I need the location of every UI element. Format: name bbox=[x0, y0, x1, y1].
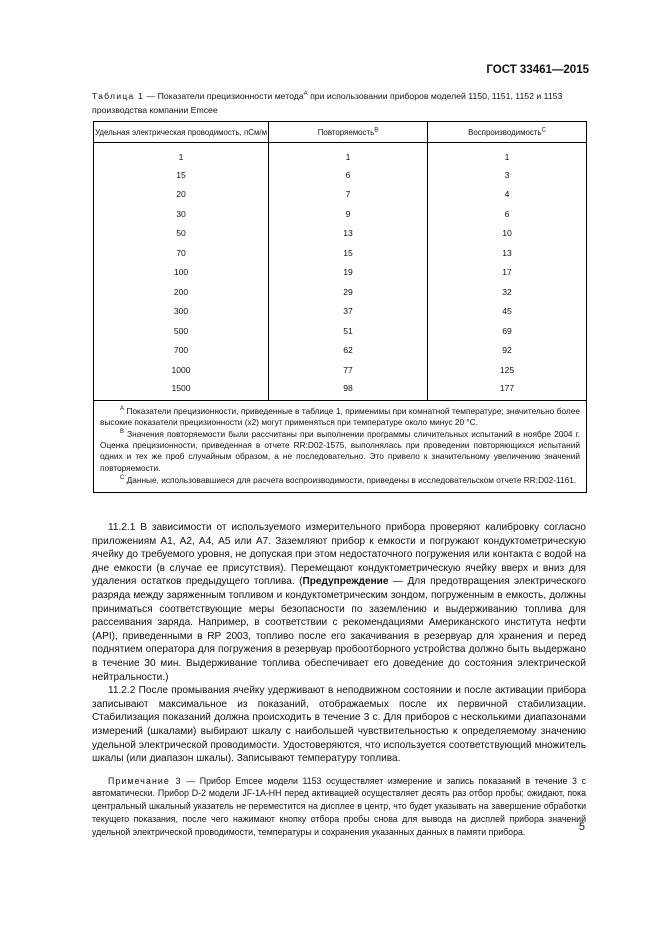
table-row bbox=[94, 321, 587, 341]
table-row bbox=[94, 263, 587, 283]
footnote-b: $^B$ Значения повторяемости были рассчитаны при выполнении программы сличительных испытаний в ноябре 2004 г. Оценка прецизионности, приведенная в отчете RR:D02-1575, выполнялась при проведении повторяющихся испытаний одних и тех же проб случайным образом, а не последовательно. Это привело к значительному увеличению значений повторяемости. bbox=[100, 428, 580, 473]
cell-repeatability: 29 bbox=[269, 282, 428, 302]
cell-conductivity: 100 bbox=[94, 263, 269, 283]
table-row bbox=[94, 204, 587, 224]
cell-conductivity: 200 bbox=[94, 282, 269, 302]
cell-reproducibility: 10 bbox=[428, 224, 587, 244]
table-caption-title: — Показатели прецизионности метода bbox=[144, 91, 304, 101]
cell-conductivity: 20 bbox=[94, 185, 269, 205]
cell-reproducibility: 13 bbox=[428, 243, 587, 263]
precision-table bbox=[93, 121, 587, 493]
cell-repeatability: 62 bbox=[269, 341, 428, 361]
table-footnotes-row bbox=[94, 400, 587, 492]
footnote-a: $^A$ Показатели прецизионности, приведенные в таблице 1, применимы при комнатной температуре; значительно более высокие показатели прецизионности (x2) могут применяться при температуре около минус 20 °C. bbox=[100, 405, 580, 427]
cell-conductivity: 500 bbox=[94, 321, 269, 341]
cell-repeatability: 51 bbox=[269, 321, 428, 341]
cell-repeatability: 13 bbox=[269, 224, 428, 244]
table-caption-tail: при использовании приборов моделей 1150, 1151, 1152 и 1153 производства компании Emcee bbox=[92, 91, 563, 115]
cell-conductivity: 300 bbox=[94, 302, 269, 322]
page-number: 5 bbox=[578, 821, 585, 833]
cell-repeatability: 7 bbox=[269, 185, 428, 205]
cell-reproducibility: 125 bbox=[428, 360, 587, 380]
table-footnotes bbox=[94, 400, 587, 492]
body-text bbox=[92, 521, 586, 838]
cell-reproducibility: 45 bbox=[428, 302, 587, 322]
table-row bbox=[94, 302, 587, 322]
table-body bbox=[94, 143, 587, 401]
cell-conductivity: 50 bbox=[94, 224, 269, 244]
footnote-c: $^C$ Данные, использовавшиеся для расчета воспроизводимости, приведены в исследовательском отчете RR:D02-1161. bbox=[120, 474, 577, 485]
cell-reproducibility: 1 bbox=[428, 143, 587, 166]
table-row bbox=[94, 243, 587, 263]
table-caption bbox=[92, 90, 586, 117]
cell-repeatability: 37 bbox=[269, 302, 428, 322]
table-row bbox=[94, 185, 587, 205]
cell-reproducibility: 17 bbox=[428, 263, 587, 283]
column-header-conductivity: Удельная электрическая проводимость, пСм/м bbox=[94, 122, 269, 143]
cell-reproducibility: 3 bbox=[428, 165, 587, 185]
warning-label: Предупреждение bbox=[302, 576, 389, 588]
column-header-reproducibility: Воспроизводимость$^C$ bbox=[428, 122, 587, 143]
cell-reproducibility: 4 bbox=[428, 185, 587, 205]
table-row bbox=[94, 165, 587, 185]
table-row bbox=[94, 224, 587, 244]
table-row bbox=[94, 282, 587, 302]
paragraph-11-2-1: 11.2.1 В зависимости от используемого измерительного прибора проверяют калибровку согласно приложениям А1, А2, А4, А5 или А7. Заземляют прибор к емкости и погружают кондуктометрическую ячейку до требуемого уровня, не допуская при этом недостаточного погружения или контакта с водой на дне емкости (в случае ее присутствия). Перемещают кондуктометрическую ячейку вверх и вниз для удаления остатков предыдущего топлива. (Предупреждение — Для предотвращения электрического разряда между заряженным топливом и кондуктометрическим зондом, погруженным в емкость, должны приниматься соответствующие меры безопасности по заземлению и выдерживанию топлива для рассеивания заряда. Например, в соответствии с рекомендациями Американского института нефти (API), приведенными в RP 2003, топливо после его закачивания в резервуар для хранения и перед поднятием оператора для погружения в резервуар пробоотборного устройства должно быть выдержано в течение 30 мин. Выдерживание топлива обеспечивает его доведение до состояния электрической нейтральности.) bbox=[92, 522, 586, 683]
document-header: ГОСТ 33461—2015 bbox=[486, 64, 589, 76]
cell-reproducibility: 69 bbox=[428, 321, 587, 341]
cell-reproducibility: 32 bbox=[428, 282, 587, 302]
cell-conductivity: 1500 bbox=[94, 380, 269, 401]
cell-repeatability: 15 bbox=[269, 243, 428, 263]
note-label: Примечание 3 bbox=[108, 775, 182, 786]
table-row bbox=[94, 360, 587, 380]
table-caption-footnote-mark: A bbox=[303, 91, 308, 98]
cell-conductivity: 70 bbox=[94, 243, 269, 263]
cell-reproducibility: 6 bbox=[428, 204, 587, 224]
cell-repeatability: 77 bbox=[269, 360, 428, 380]
table-row bbox=[94, 143, 587, 166]
table-row bbox=[94, 380, 587, 401]
cell-conductivity: 15 bbox=[94, 165, 269, 185]
cell-repeatability: 98 bbox=[269, 380, 428, 401]
cell-conductivity: 1000 bbox=[94, 360, 269, 380]
cell-reproducibility: 177 bbox=[428, 380, 587, 401]
table-header-row bbox=[94, 122, 587, 143]
table-caption-lead: Таблица 1 bbox=[92, 91, 145, 101]
cell-reproducibility: 92 bbox=[428, 341, 587, 361]
column-header-repeatability: Повторяемость$^B$ bbox=[269, 122, 428, 143]
cell-repeatability: 6 bbox=[269, 165, 428, 185]
cell-conductivity: 1 bbox=[94, 143, 269, 166]
cell-conductivity: 700 bbox=[94, 341, 269, 361]
table-row bbox=[94, 341, 587, 361]
cell-conductivity: 30 bbox=[94, 204, 269, 224]
cell-repeatability: 1 bbox=[269, 143, 428, 166]
paragraph-11-2-2: 11.2.2 После промывания ячейку удерживают в неподвижном состоянии и после активации прибора записывают максимальное из показаний, отображаемых после их первичной стабилизации. Стабилизация показаний должна происходить в течение 3 с. Для приборов с несколькими диапазонами измерений (шкалами) выбирают шкалу с наибольшей чувствительностью к определяемому значению удельной электрической проводимости. Удостоверяются, что используется соответствующий множитель шкалы (или диапазон шкалы). Записывают температуру топлива. bbox=[92, 685, 586, 765]
cell-repeatability: 9 bbox=[269, 204, 428, 224]
note-3: Примечание 3 — Прибор Emcee модели 1153 осуществляет измерение и запись показаний в течение 3 с автоматически. Прибор D-2 модели JF-1A-HH перед активацией осуществляет десять раз отбор пробы; ожидают, пока центральный шкальный указатель не переместится на дисплее в центр, что будет указывать на завершение обработки текущего показания, после чего нажимают кнопку отбора пробы снова для вывода на дисплей прибора значений удельной электрической проводимости, температуры и сохранения указанных данных в памяти прибора. bbox=[92, 775, 586, 837]
cell-repeatability: 19 bbox=[269, 263, 428, 283]
